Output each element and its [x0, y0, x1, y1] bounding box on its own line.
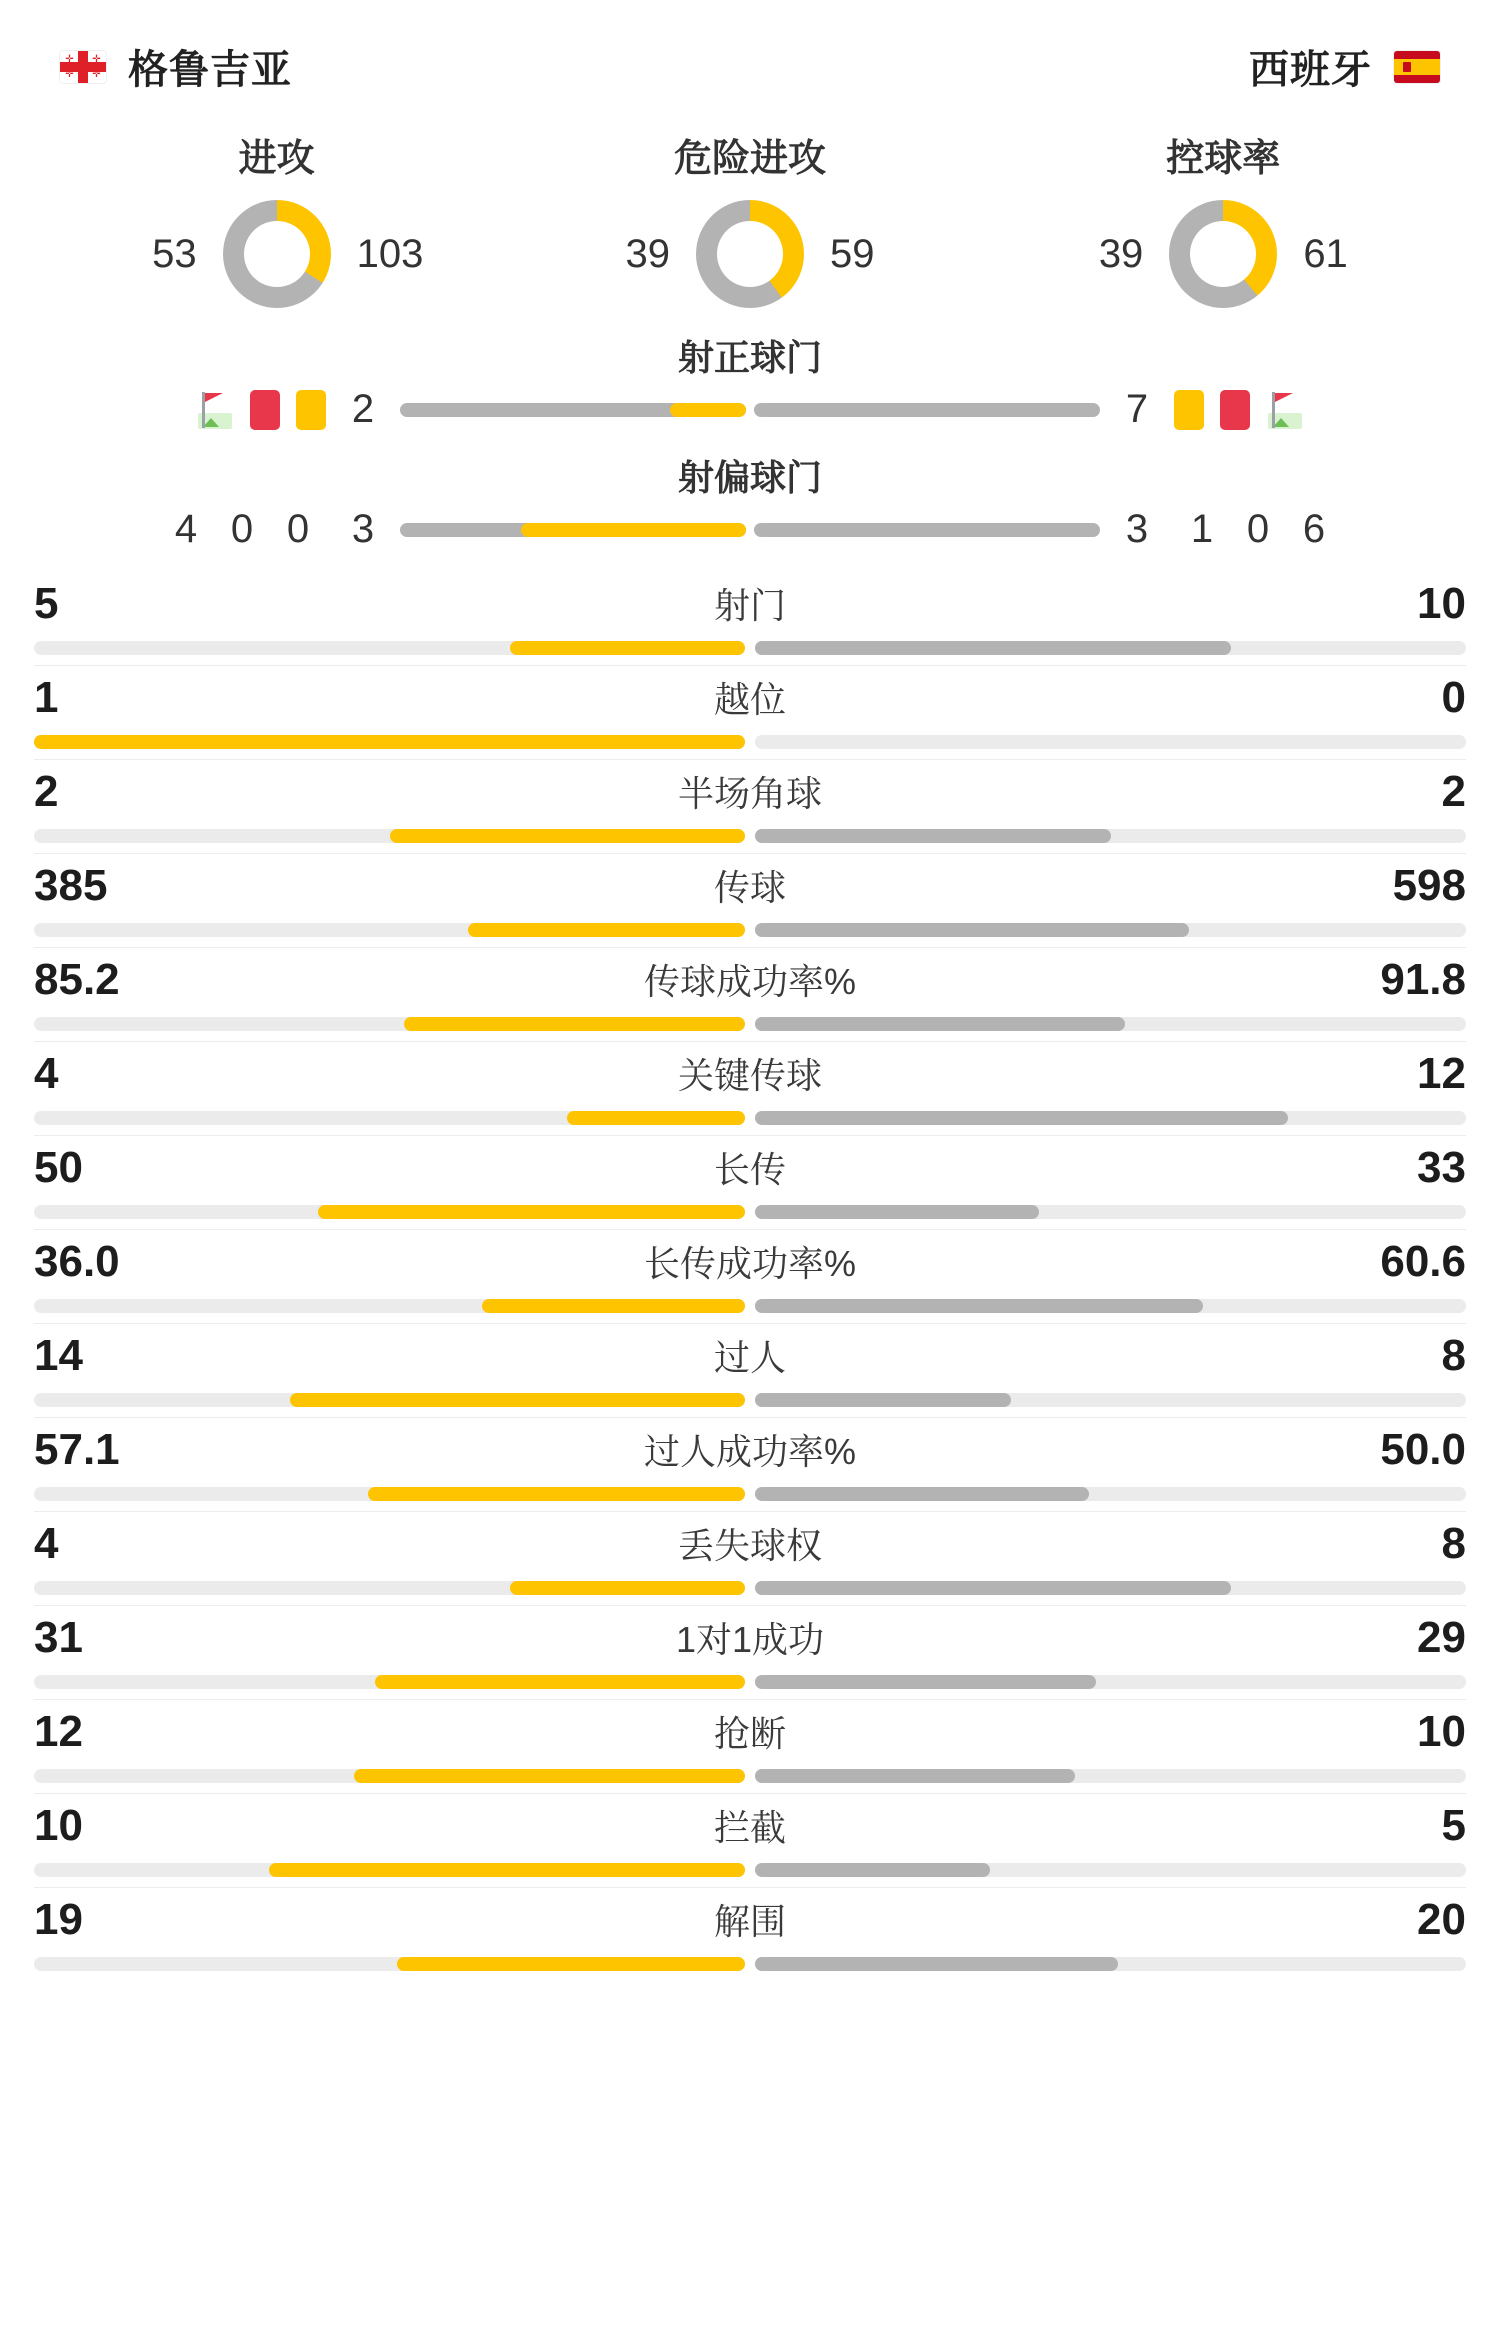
home-red-card-count: 0 [230, 507, 254, 551]
stat-row [34, 853, 1466, 947]
stat-label: 传球成功率% [643, 961, 856, 1002]
shots-on-target-label: 射正球门 [677, 337, 822, 378]
stat-home-value: 50 [34, 1142, 83, 1192]
stat-row [34, 1699, 1466, 1793]
away-bar-track [755, 1111, 1466, 1125]
away-corner-count: 6 [1302, 507, 1326, 551]
shots-off-target-label: 射偏球门 [677, 457, 822, 498]
donut-title: 控球率 [1166, 138, 1281, 180]
away-bar-track [755, 1487, 1466, 1501]
donut-title: 危险进攻 [673, 138, 826, 180]
stat-home-value: 4 [34, 1518, 59, 1568]
stat-label: 传球 [713, 867, 786, 908]
stat-rows-list [0, 558, 1500, 1981]
home-bar-track [34, 1017, 745, 1031]
stat-away-value: 8 [1441, 1518, 1466, 1568]
away-bar-track [755, 1299, 1466, 1313]
stat-row [34, 572, 1466, 665]
stat-label: 长传成功率% [643, 1243, 856, 1284]
corner-flag-icon [1266, 390, 1304, 430]
home-bar-track [34, 1957, 745, 1971]
stat-away-value: 0 [1441, 672, 1466, 722]
home-bar-track [400, 523, 746, 537]
away-bar-track [755, 1017, 1466, 1031]
home-bar-track [400, 403, 746, 417]
stat-label: 关键传球 [677, 1055, 822, 1096]
stat-home-value: 12 [34, 1706, 83, 1756]
stat-label: 拦截 [713, 1807, 786, 1848]
donut-home-value: 39 [625, 231, 670, 276]
home-bar-track [34, 1111, 745, 1125]
stat-row [34, 1605, 1466, 1699]
donut-home-value: 53 [152, 231, 197, 276]
stat-row [34, 759, 1466, 853]
home-bar-track [34, 923, 745, 937]
away-bar-track [755, 1769, 1466, 1783]
stat-home-value: 14 [34, 1330, 83, 1380]
home-bar-track [34, 735, 745, 749]
stat-away-value: 10 [1417, 578, 1466, 628]
stat-row [34, 1511, 1466, 1605]
away-bar-track [755, 1205, 1466, 1219]
stat-label: 解围 [713, 1901, 786, 1942]
donut-stat-possession [1013, 127, 1433, 308]
home-bar-track [34, 1581, 745, 1595]
stat-away-value: 5 [1441, 1800, 1466, 1850]
stat-row [34, 947, 1466, 1041]
home-icons [196, 390, 326, 430]
away-bar-track [754, 403, 1100, 417]
stat-label: 越位 [713, 679, 786, 720]
home-corner-count: 4 [174, 507, 198, 551]
stat-bars [34, 829, 1466, 843]
stat-row [34, 1417, 1466, 1511]
away-icon-counts [1174, 507, 1342, 552]
stat-bars [34, 1111, 1466, 1125]
home-bar-track [34, 829, 745, 843]
donut-ring [696, 200, 804, 308]
stat-bars [34, 1299, 1466, 1313]
stat-bars [34, 641, 1466, 655]
stat-home-value: 57.1 [34, 1424, 120, 1474]
spain-flag-icon [1394, 51, 1440, 83]
home-bar-track [34, 1393, 745, 1407]
stat-row [34, 1887, 1466, 1981]
stat-row [34, 665, 1466, 759]
away-bar-track [755, 1957, 1466, 1971]
stat-bars [34, 1205, 1466, 1219]
stat-bars [34, 735, 1466, 749]
shots-on-target-bars [400, 403, 1100, 417]
stat-away-value: 598 [1392, 860, 1466, 910]
away-bar-track [755, 923, 1466, 937]
stat-bars [34, 923, 1466, 937]
stat-away-value: 8 [1441, 1330, 1466, 1380]
home-bar-track [34, 1863, 745, 1877]
stat-row [34, 1229, 1466, 1323]
home-yellow-card-count: 0 [286, 507, 310, 551]
stat-away-value: 60.6 [1380, 1236, 1466, 1286]
away-team-name: 西班牙 [1249, 48, 1372, 92]
stat-label: 1对1成功 [675, 1619, 825, 1660]
donut-ring [1169, 200, 1277, 308]
away-bar-track [754, 523, 1100, 537]
stat-away-value: 29 [1417, 1612, 1466, 1662]
stat-row [34, 1793, 1466, 1887]
away-icons [1174, 390, 1304, 430]
stat-away-value: 91.8 [1380, 954, 1466, 1004]
home-team-name: 格鲁吉亚 [128, 48, 292, 92]
stat-away-value: 2 [1441, 766, 1466, 816]
stat-away-value: 50.0 [1380, 1424, 1466, 1474]
away-bar-track [755, 1675, 1466, 1689]
away-bar-track [755, 1863, 1466, 1877]
stat-home-value: 31 [34, 1612, 83, 1662]
corner-flag-icon [196, 390, 234, 430]
stat-home-value: 85.2 [34, 954, 120, 1004]
stat-away-value: 12 [1417, 1048, 1466, 1098]
stat-home-value: 19 [34, 1894, 83, 1944]
stat-label: 长传 [713, 1149, 786, 1190]
donut-stat-dangerous-attacks [540, 127, 960, 308]
stat-home-value: 1 [34, 672, 59, 722]
stat-away-value: 33 [1417, 1142, 1466, 1192]
red-card-icon [1220, 390, 1250, 430]
stat-row [34, 1135, 1466, 1229]
stat-label: 过人成功率% [643, 1431, 856, 1472]
stat-row [34, 1041, 1466, 1135]
teams-header [0, 0, 1500, 117]
donut-home-value: 39 [1098, 231, 1144, 276]
shots-off-target-home: 3 [351, 507, 375, 551]
stat-home-value: 2 [34, 766, 59, 816]
stat-bars [34, 1863, 1466, 1877]
away-bar-track [755, 735, 1466, 749]
donut-stats-row [0, 117, 1500, 314]
stat-bars [34, 1393, 1466, 1407]
away-yellow-card-count: 1 [1190, 507, 1214, 551]
donut-away-value: 103 [356, 231, 424, 276]
red-card-icon [250, 390, 280, 430]
home-bar-track [34, 1299, 745, 1313]
away-bar-track [755, 829, 1466, 843]
stat-bars [34, 1957, 1466, 1971]
shots-off-target-away: 3 [1125, 507, 1149, 551]
stat-home-value: 36.0 [34, 1236, 120, 1286]
home-bar-track [34, 1487, 745, 1501]
home-team[interactable] [60, 38, 292, 95]
stat-bars [34, 1487, 1466, 1501]
home-bar-track [34, 1769, 745, 1783]
stat-home-value: 5 [34, 578, 59, 628]
away-red-card-count: 0 [1246, 507, 1270, 551]
stat-bars [34, 1017, 1466, 1031]
donut-away-value: 61 [1303, 231, 1348, 276]
stat-home-value: 385 [34, 860, 108, 910]
stat-label: 半场角球 [677, 773, 822, 814]
stat-label: 过人 [713, 1337, 786, 1378]
donut-ring [223, 200, 331, 308]
stat-row [34, 1323, 1466, 1417]
stat-home-value: 4 [34, 1048, 59, 1098]
stat-label: 丢失球权 [677, 1525, 822, 1566]
away-team[interactable] [1249, 38, 1440, 95]
away-bar-track [755, 641, 1466, 655]
away-bar-track [755, 1393, 1466, 1407]
home-bar-track [34, 641, 745, 655]
donut-title: 进攻 [238, 138, 315, 180]
shots-on-target-home: 2 [351, 387, 375, 431]
stat-label: 射门 [713, 585, 786, 626]
donut-stat-attacks [67, 127, 487, 308]
home-bar-track [34, 1675, 745, 1689]
stat-bars [34, 1581, 1466, 1595]
stat-home-value: 10 [34, 1800, 83, 1850]
yellow-card-icon [296, 390, 326, 430]
stat-bars [34, 1675, 1466, 1689]
stat-away-value: 20 [1417, 1894, 1466, 1944]
stat-label: 抢断 [713, 1713, 786, 1754]
shots-off-target-bars [400, 523, 1100, 537]
stat-away-value: 10 [1417, 1706, 1466, 1756]
shots-off-target-row [34, 507, 1466, 552]
yellow-card-icon [1174, 390, 1204, 430]
home-icon-counts [158, 507, 326, 552]
shots-on-target-row [34, 387, 1466, 432]
georgia-flag-icon: ✛ ✛ ✛ ✛ [60, 51, 106, 83]
donut-away-value: 59 [829, 231, 875, 276]
away-bar-track [755, 1581, 1466, 1595]
home-bar-track [34, 1205, 745, 1219]
top-stats-section [0, 314, 1500, 558]
stat-bars [34, 1769, 1466, 1783]
shots-on-target-away: 7 [1125, 387, 1149, 431]
